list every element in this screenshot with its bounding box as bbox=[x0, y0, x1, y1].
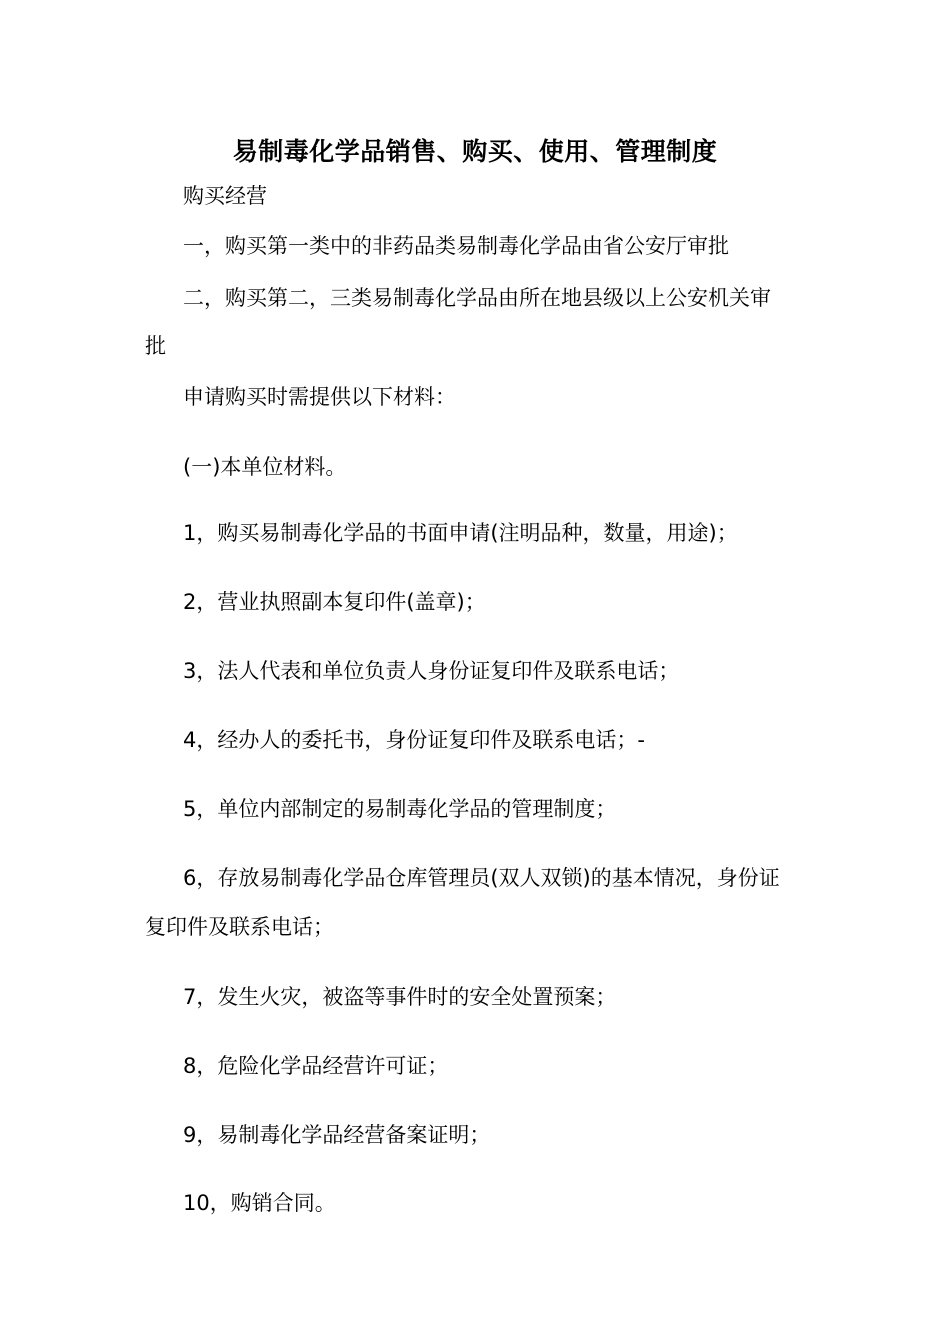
list-item-6-line-1: 6，存放易制毒化学品仓库管理员(双人双锁)的基本情况，身份证 bbox=[183, 866, 780, 890]
list-item-7: 7，发生火灾，被盗等事件时的安全处置预案； bbox=[183, 985, 617, 1009]
list-item-4: 4，经办人的委托书，身份证复印件及联系电话；- bbox=[183, 728, 645, 752]
rule-2-line-1: 二，购买第二，三类易制毒化学品由所在地县级以上公安机关审 bbox=[183, 286, 771, 310]
rule-1: 一，购买第一类中的非药品类易制毒化学品由省公安厅审批 bbox=[183, 234, 729, 258]
section-heading: 购买经营 bbox=[183, 184, 267, 208]
document-title: 易制毒化学品销售、购买、使用、管理制度 bbox=[232, 137, 718, 166]
subsection-1: (一)本单位材料。 bbox=[183, 455, 347, 479]
list-item-1: 1，购买易制毒化学品的书面申请(注明品种，数量，用途)； bbox=[183, 521, 738, 545]
list-item-6-line-2: 复印件及联系电话； bbox=[145, 915, 334, 939]
materials-intro: 申请购买时需提供以下材料： bbox=[183, 385, 456, 409]
list-item-5: 5，单位内部制定的易制毒化学品的管理制度； bbox=[183, 797, 617, 821]
list-item-2: 2，营业执照副本复印件(盖章)； bbox=[183, 590, 486, 614]
list-item-3: 3，法人代表和单位负责人身份证复印件及联系电话； bbox=[183, 659, 680, 683]
list-item-10: 10，购销合同。 bbox=[183, 1191, 336, 1215]
rule-2-line-2: 批 bbox=[145, 334, 166, 358]
list-item-9: 9，易制毒化学品经营备案证明； bbox=[183, 1123, 491, 1147]
list-item-8: 8，危险化学品经营许可证； bbox=[183, 1054, 449, 1078]
